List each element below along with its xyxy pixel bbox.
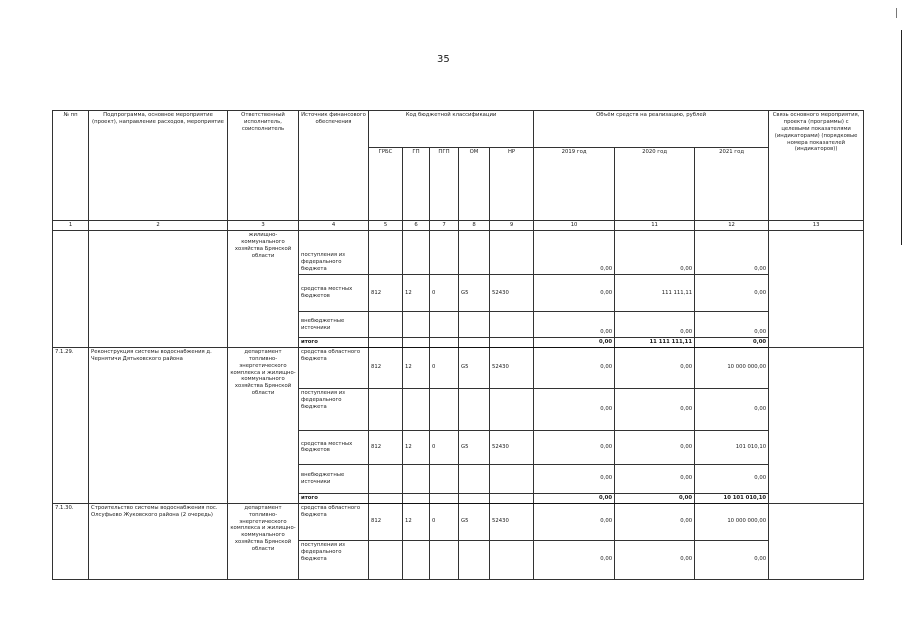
colnum: 5 (369, 221, 403, 231)
nr-cell (490, 338, 534, 348)
header-link: Связь основного мероприятия, проекта (программы) с целевыми показателями (индикаторами) (порядковые номера показателей (индикаторов)) (769, 111, 864, 221)
grbs-cell: 812 (369, 347, 403, 388)
source-cell: средства областного бюджета (299, 503, 369, 540)
row-num: 7.1.29. (53, 347, 89, 503)
amount-2020: 0,00 (615, 464, 695, 493)
amount-2020: 0,00 (615, 231, 695, 275)
amount-2020: 0,00 (615, 430, 695, 464)
colnum: 1 (53, 221, 89, 231)
gp-cell (403, 312, 430, 338)
om-cell (459, 540, 490, 579)
colnum: 6 (403, 221, 430, 231)
amount-2021: 10 000 000,00 (695, 503, 769, 540)
om-cell: G5 (459, 430, 490, 464)
nr-cell (490, 312, 534, 338)
grbs-cell: 812 (369, 430, 403, 464)
pgp-cell: 0 (430, 347, 459, 388)
grbs-cell (369, 540, 403, 579)
amount-2021: 10 101 010,10 (695, 493, 769, 503)
source-cell: средства местных бюджетов (299, 275, 369, 312)
pgp-cell (430, 464, 459, 493)
header-subprogram: Подпрограмма, основное мероприятие (проект), направление расходов, мероприятие (89, 111, 228, 221)
grbs-cell (369, 493, 403, 503)
gp-cell (403, 540, 430, 579)
row-num (53, 231, 89, 348)
nr-cell (490, 493, 534, 503)
header-pgp: ПГП (430, 148, 459, 221)
header-2021: 2021 год (695, 148, 769, 221)
pgp-cell (430, 388, 459, 430)
row-executor: департамент топливно-энергетического комплекса и жилищно-коммунального хозяйства Брянской области (228, 347, 299, 503)
om-cell (459, 493, 490, 503)
om-cell (459, 312, 490, 338)
header-amount: Объём средств на реализацию, рублей (534, 111, 769, 148)
nr-cell (490, 388, 534, 430)
colnum: 7 (430, 221, 459, 231)
nr-cell (490, 231, 534, 275)
pgp-cell: 0 (430, 503, 459, 540)
amount-2020: 111 111,11 (615, 275, 695, 312)
pgp-cell (430, 540, 459, 579)
grbs-cell (369, 338, 403, 348)
nr-cell: 52430 (490, 275, 534, 312)
header-executor: Ответственный исполнитель, соисполнитель (228, 111, 299, 221)
amount-2021: 10 000 000,00 (695, 347, 769, 388)
amount-2019: 0,00 (534, 430, 615, 464)
nr-cell: 52430 (490, 347, 534, 388)
amount-2020: 0,00 (615, 347, 695, 388)
row-num: 7.1.30. (53, 503, 89, 579)
grbs-cell (369, 312, 403, 338)
pgp-cell (430, 338, 459, 348)
om-cell (459, 338, 490, 348)
link-cell (769, 503, 864, 579)
nr-cell: 52430 (490, 503, 534, 540)
row-name (89, 231, 228, 348)
pgp-cell: 0 (430, 430, 459, 464)
gp-cell (403, 338, 430, 348)
header-source: Источник финансового обеспечения (299, 111, 369, 221)
column-number-row (53, 221, 864, 231)
colnum: 10 (534, 221, 615, 231)
header-grbs: ГРБС (369, 148, 403, 221)
scan-mark (896, 8, 897, 18)
source-cell: итого (299, 493, 369, 503)
header-row (53, 111, 864, 148)
scan-edge-line (901, 30, 902, 245)
colnum: 4 (299, 221, 369, 231)
gp-cell (403, 388, 430, 430)
header-om: ОМ (459, 148, 490, 221)
colnum: 9 (490, 221, 534, 231)
amount-2019: 0,00 (534, 231, 615, 275)
colnum: 13 (769, 221, 864, 231)
amount-2020: 0,00 (615, 312, 695, 338)
grbs-cell: 812 (369, 503, 403, 540)
source-cell: поступления из федерального бюджета (299, 540, 369, 579)
amount-2020: 0,00 (615, 493, 695, 503)
gp-cell: 12 (403, 275, 430, 312)
om-cell: G5 (459, 275, 490, 312)
gp-cell: 12 (403, 347, 430, 388)
amount-2021: 101 010,10 (695, 430, 769, 464)
nr-cell (490, 540, 534, 579)
amount-2021: 0,00 (695, 275, 769, 312)
row-executor: департамент топливно-энергетического комплекса и жилищно-коммунального хозяйства Брянской области (228, 503, 299, 579)
amount-2019: 0,00 (534, 338, 615, 348)
om-cell: G5 (459, 347, 490, 388)
link-cell (769, 231, 864, 348)
source-cell: внебюджетные источники (299, 312, 369, 338)
gp-cell (403, 493, 430, 503)
amount-2019: 0,00 (534, 388, 615, 430)
amount-2019: 0,00 (534, 503, 615, 540)
page-number: 35 (437, 54, 450, 65)
amount-2019: 0,00 (534, 347, 615, 388)
row-executor: жилищно-коммунального хозяйства Брянской области (228, 231, 299, 348)
pgp-cell: 0 (430, 275, 459, 312)
source-cell: внебюджетные источники (299, 464, 369, 493)
source-cell: поступления из федерального бюджета (299, 388, 369, 430)
row-name: Строительство системы водоснабжения пос. Олсуфьево Жуковского района (2 очередь) (89, 503, 228, 579)
amount-2019: 0,00 (534, 275, 615, 312)
table-row (53, 503, 864, 540)
source-cell: средства местных бюджетов (299, 430, 369, 464)
amount-2019: 0,00 (534, 312, 615, 338)
pgp-cell (430, 493, 459, 503)
link-cell (769, 347, 864, 503)
amount-2020: 0,00 (615, 540, 695, 579)
om-cell (459, 231, 490, 275)
amount-2021: 0,00 (695, 338, 769, 348)
amount-2019: 0,00 (534, 540, 615, 579)
amount-2021: 0,00 (695, 388, 769, 430)
table-row (53, 347, 864, 388)
header-gp: ГП (403, 148, 430, 221)
amount-2021: 0,00 (695, 312, 769, 338)
amount-2019: 0,00 (534, 493, 615, 503)
colnum: 12 (695, 221, 769, 231)
amount-2019: 0,00 (534, 464, 615, 493)
budget-table (52, 110, 864, 580)
grbs-cell (369, 388, 403, 430)
header-2019: 2019 год (534, 148, 615, 221)
pgp-cell (430, 231, 459, 275)
table-row (53, 231, 864, 275)
om-cell (459, 464, 490, 493)
source-cell: итого (299, 338, 369, 348)
om-cell (459, 388, 490, 430)
header-num: № пп (53, 111, 89, 221)
header-budget-code: Код бюджетной классификации (369, 111, 534, 148)
amount-2020: 0,00 (615, 503, 695, 540)
colnum: 2 (89, 221, 228, 231)
amount-2020: 0,00 (615, 388, 695, 430)
gp-cell: 12 (403, 430, 430, 464)
grbs-cell: 812 (369, 275, 403, 312)
amount-2021: 0,00 (695, 540, 769, 579)
colnum: 3 (228, 221, 299, 231)
source-cell: средства областного бюджета (299, 347, 369, 388)
amount-2020: 11 111 111,11 (615, 338, 695, 348)
header-2020: 2020 год (615, 148, 695, 221)
om-cell: G5 (459, 503, 490, 540)
amount-2021: 0,00 (695, 464, 769, 493)
gp-cell (403, 464, 430, 493)
amount-2021: 0,00 (695, 231, 769, 275)
gp-cell: 12 (403, 503, 430, 540)
colnum: 8 (459, 221, 490, 231)
grbs-cell (369, 464, 403, 493)
pgp-cell (430, 312, 459, 338)
gp-cell (403, 231, 430, 275)
header-nr: НР (490, 148, 534, 221)
nr-cell (490, 464, 534, 493)
row-name: Реконструкция системы водоснабжения д. Чернятичи Дятьковского района (89, 347, 228, 503)
grbs-cell (369, 231, 403, 275)
nr-cell: 52430 (490, 430, 534, 464)
colnum: 11 (615, 221, 695, 231)
source-cell: поступления из федерального бюджета (299, 231, 369, 275)
